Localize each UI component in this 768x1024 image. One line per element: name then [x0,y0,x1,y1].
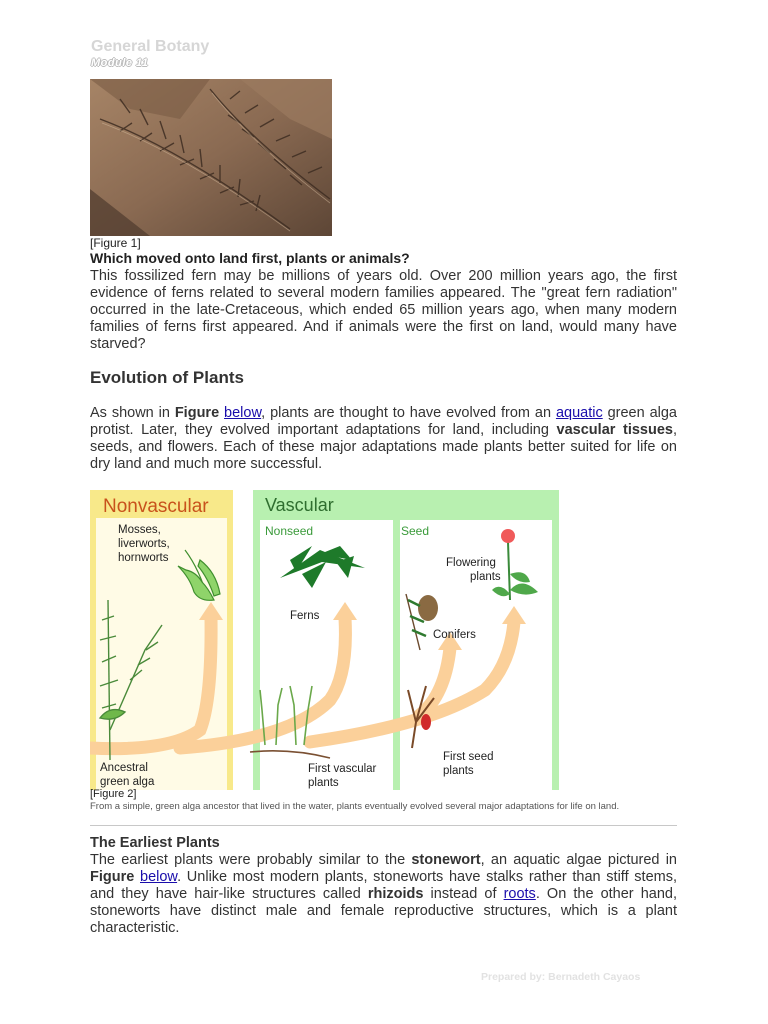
label-line: First seed [443,751,494,763]
bold-term: Figure [90,869,135,885]
bold-term: rhizoids [367,886,424,902]
label-line: plants [443,765,474,777]
earliest-plants-heading: The Earliest Plants [90,835,220,851]
section-question: Which moved onto land first, plants or animals? [90,250,410,266]
conifers-label: Conifers [433,629,476,641]
figure-2-description: From a simple, green alga ancestor that lived in the water, plants eventually evolved several major adaptations for life on land. [90,801,620,812]
label-line: liverworts, [118,538,170,550]
evolution-paragraph [90,405,677,473]
module-label: Module 11 [91,57,149,69]
section-heading: Evolution of Plants [90,368,244,387]
divider [90,825,677,826]
text-span: The earliest plants were probably similar to the [90,852,412,868]
nonvascular-title: Nonvascular [103,496,209,517]
aquatic-link[interactable]: aquatic [555,405,603,421]
text-span: instead of [423,886,504,902]
below-link[interactable]: below [224,405,262,421]
text-span: green alga protist. Later, they evolved important adaptations for land, including [90,405,677,438]
bold-term: stonewort [411,852,481,868]
text-span: . Unlike most modern plants, stoneworts have stalks rather than stiff stems, and they have hair-like structures called [90,869,677,902]
bold-term: vascular tissues [556,422,673,438]
text-span: . On the other hand, stoneworts have distinct male and female reproductive structures, which is a plant characteristic. [90,886,678,936]
below-link-2[interactable]: below [140,869,178,885]
figure-1-caption: [Figure 1] [90,236,141,250]
document-title: General Botany [91,38,210,55]
text-span: , plants are thought to have evolved from an [261,405,556,421]
label-line: First vascular [308,763,377,775]
text-span: , an aquatic algae pictured in [480,852,677,868]
plant-evolution-diagram [90,490,559,790]
ferns-label: Ferns [290,610,320,622]
seed-label: Seed [401,524,430,538]
vascular-title: Vascular [265,495,334,515]
bold-term: Figure [174,405,220,421]
label-line: hornworts [118,552,169,564]
figure-2-caption: [Figure 2] [90,788,137,800]
text-span: As shown in [90,405,175,421]
label-line: Ancestral [100,762,148,774]
label-line: plants [470,571,501,583]
fossil-fern-image [90,79,332,236]
roots-link[interactable]: roots [503,886,536,902]
text-span: , seeds, and flowers. Each of these major adaptations made plants better suited for life on dry land and much more successful. [90,422,677,472]
footer-credit: Prepared by: Bernadeth Cayaos [481,971,641,983]
earliest-plants-paragraph [90,852,677,937]
label-line: Mosses, [118,524,161,536]
label-line: plants [308,777,339,789]
intro-paragraph: This fossilized fern may be millions of years old. Over 200 million years ago, the first evidence of ferns related to several modern families appeared. The "great fern radiation" occurred in the late-Cretaceous, which ended 65 million years ago, when many modern families of ferns first appeared. And if animals were the first on land, would many have starved? [90,268,677,352]
nonseed-label: Nonseed [265,524,314,538]
label-line: green alga [100,776,155,788]
label-line: Flowering [446,557,496,569]
